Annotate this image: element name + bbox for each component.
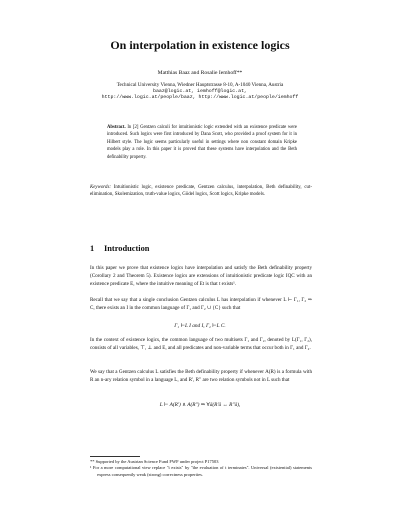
footnote-existence: ¹ For a more computational view replace "t exists" by "the evaluation of t terminates". Universal (existential) statements express consequently weak (strong) correctness properties.	[90, 465, 312, 477]
footnote-rule	[90, 456, 140, 457]
paragraph-interpolation-def: Recall that we say that a single conclusion Gentzen calculus L has interpolation if whenever L ⊢ Γ₁, Γ₂ ⇒ C, there exists an I in the common language of Γ₁ and Γ₂ ∪ {C} such that	[90, 297, 312, 311]
keywords-text: Intuitionistic logic, existence predicate, Gentzen calculus, interpolation, Beth definability, cut-elimination, Skolemization, truth-value logics, Gödel logics, Scott logics, Kripke models.	[90, 185, 312, 198]
keywords-label: Keywords:	[90, 185, 112, 190]
section-number: 1	[90, 244, 95, 253]
affiliation-emails: baaz@logic.at, iemhoff@logic.at,	[153, 88, 247, 94]
paragraph-intro: In this paper we prove that existence logics have interpolation and satisfy the Beth definability property (Corollary 2 and Theorem 5). Existence logics are extensions of intuitionistic predicate logic IQC with an existence predicate E, where the intuitive meaning of Et is that t exists¹.	[90, 265, 312, 287]
keywords	[90, 184, 312, 199]
abstract-label: Abstract.	[107, 125, 126, 130]
formula-beth: L ⊢ A(R′) ∧ A(R″) ⇒ ∀ā(R′ā ↔ R″ā),	[159, 402, 241, 408]
paper-title: On interpolation in existence logics	[110, 38, 290, 52]
affiliation-address: Technical University Vienna, Wiedner Hauptstrasse 8-10, A-1040 Vienna, Austria	[116, 82, 284, 88]
paragraph-beth-definability: We say that a Gentzen calculus L satisfies the Beth definability property if whenever A(R) is a formula with R an n-ary relation symbol in a language L, and R′, R″ are two relation symbols not in L such that	[90, 369, 312, 383]
section-heading	[90, 244, 149, 253]
footnotes	[90, 459, 312, 478]
formula-interpolant: Γ₁ ⊢L I and I, Γ₂ ⊢L C.	[174, 323, 226, 329]
affiliation-block	[0, 82, 400, 102]
paper-authors: Matthias Baaz and Rosalie Iemhoff**	[157, 70, 243, 76]
section-title: Introduction	[104, 244, 150, 253]
affiliation-urls: http://www.logic.at/people/baaz, http://www.logic.at/people/iemhoff	[101, 95, 299, 101]
paragraph-common-language: In the context of existence logics, the common language of two multisets Γ₁ and Γ₂, denoted by L(Γ₁, Γ₂), consists of all variables, ⊤, ⊥ and E, and all predicates and non-variable terms that occur both in Γ₁ and Γ₂.	[90, 337, 312, 351]
abstract-text: In [2] Gentzen calculi for intuitionistic logic extended with an existence predicate were introduced. Such logics were first introduced by Dana Scott, who provided a proof system for it in Hilbert style. The logic seems particularly useful in settings where non constant domain Kripke models play a role. In this paper it is proved that these systems have interpolation and the Beth definability property.	[107, 125, 298, 160]
footnote-funding: ** Supported by the Austrian Science Fund FWF under project P17503	[90, 459, 219, 464]
abstract	[107, 124, 297, 161]
